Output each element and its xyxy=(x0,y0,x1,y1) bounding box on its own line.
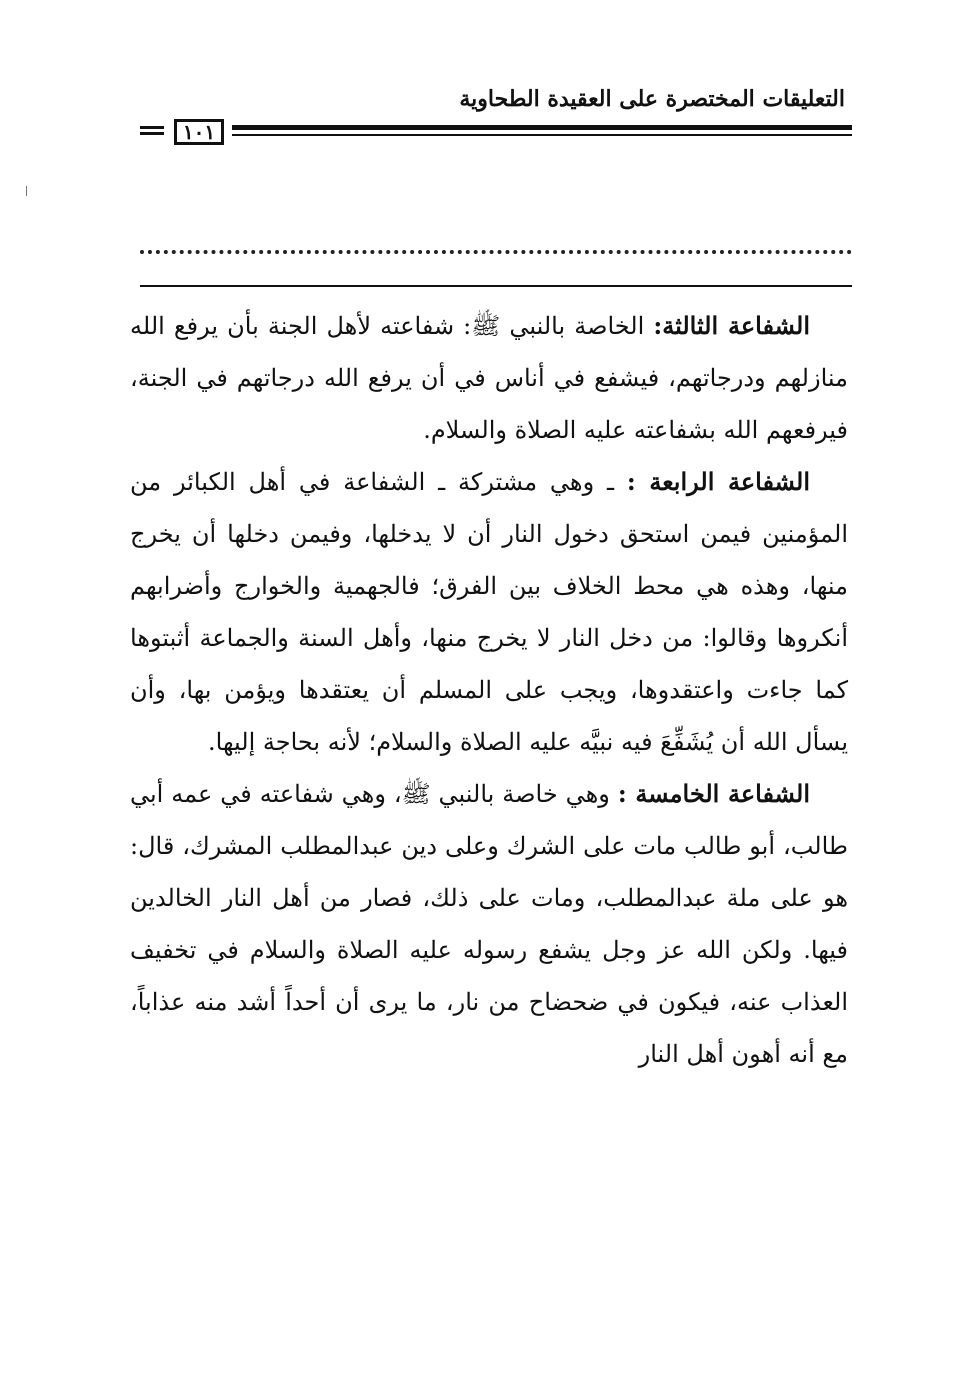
paragraph-heading: الشفاعة الرابعة : xyxy=(626,467,810,496)
paragraph-text: ـ وهي مشتركة ـ الشفاعة في أهل الكبائر من المؤمنين فيمن استحق دخول النار أن لا يدخلها، وفيمن دخلها أن يخرج منها، وهذه هي محط الخلاف بين الفرق؛ فالجهمية والخوارج وأضرابهم أنكروها وقالوا: من دخل النار لا يخرج منها، وأهل السنة والجماعة أثبتوها كما جاءت واعتقدوها، ويجب على المسلم أن يعتقدها ويؤمن بها، وأن يسأل الله أن يُشَفِّعَ فيه نبيَّه عليه الصلاة والسلام؛ لأنه بحاجة إليها. xyxy=(130,468,849,756)
dotted-separator xyxy=(140,236,852,254)
header-rule-stub-top xyxy=(140,126,164,129)
scan-margin-mark xyxy=(26,186,27,196)
header-rule-stub-bottom xyxy=(140,132,164,135)
paragraph-third-intercession xyxy=(130,300,848,456)
header-rule xyxy=(140,119,852,149)
running-header-title: التعليقات المختصرة على العقيدة الطحاوية xyxy=(459,86,845,112)
body-text xyxy=(130,300,848,1080)
header-rule-thick-line xyxy=(232,125,852,130)
paragraph-fourth-intercession xyxy=(130,456,848,768)
paragraph-heading: الشفاعة الثالثة: xyxy=(653,311,811,340)
section-separator-line xyxy=(140,285,852,287)
paragraph-text: الخاصة بالنبي ﷺ: شفاعته لأهل الجنة بأن يرفع الله منازلهم ودرجاتهم، فيشفع في أناس في أن يرفع الله درجاتهم في الجنة، فيرفعهم الله بشفاعته عليه الصلاة والسلام. xyxy=(130,312,848,444)
header-rule-thin-line xyxy=(232,134,852,136)
page-number: ١٠١ xyxy=(174,119,224,145)
paragraph-heading: الشفاعة الخامسة : xyxy=(617,779,810,808)
paragraph-text: وهي خاصة بالنبي ﷺ، وهي شفاعته في عمه أبي طالب، أبو طالب مات على الشرك وعلى دين عبدالمطلب المشرك، قال: هو على ملة عبدالمطلب، ومات على ذلك، فصار من أهل النار الخالدين فيها. ولكن الله عز وجل يشفع رسوله عليه الصلاة والسلام في تخفيف العذاب عنه، فيكون في ضحضاح من نار، ما يرى أن أحداً أشد منه عذاباً، مع أنه أهون أهل النار xyxy=(130,780,849,1068)
paragraph-fifth-intercession xyxy=(130,768,848,1080)
